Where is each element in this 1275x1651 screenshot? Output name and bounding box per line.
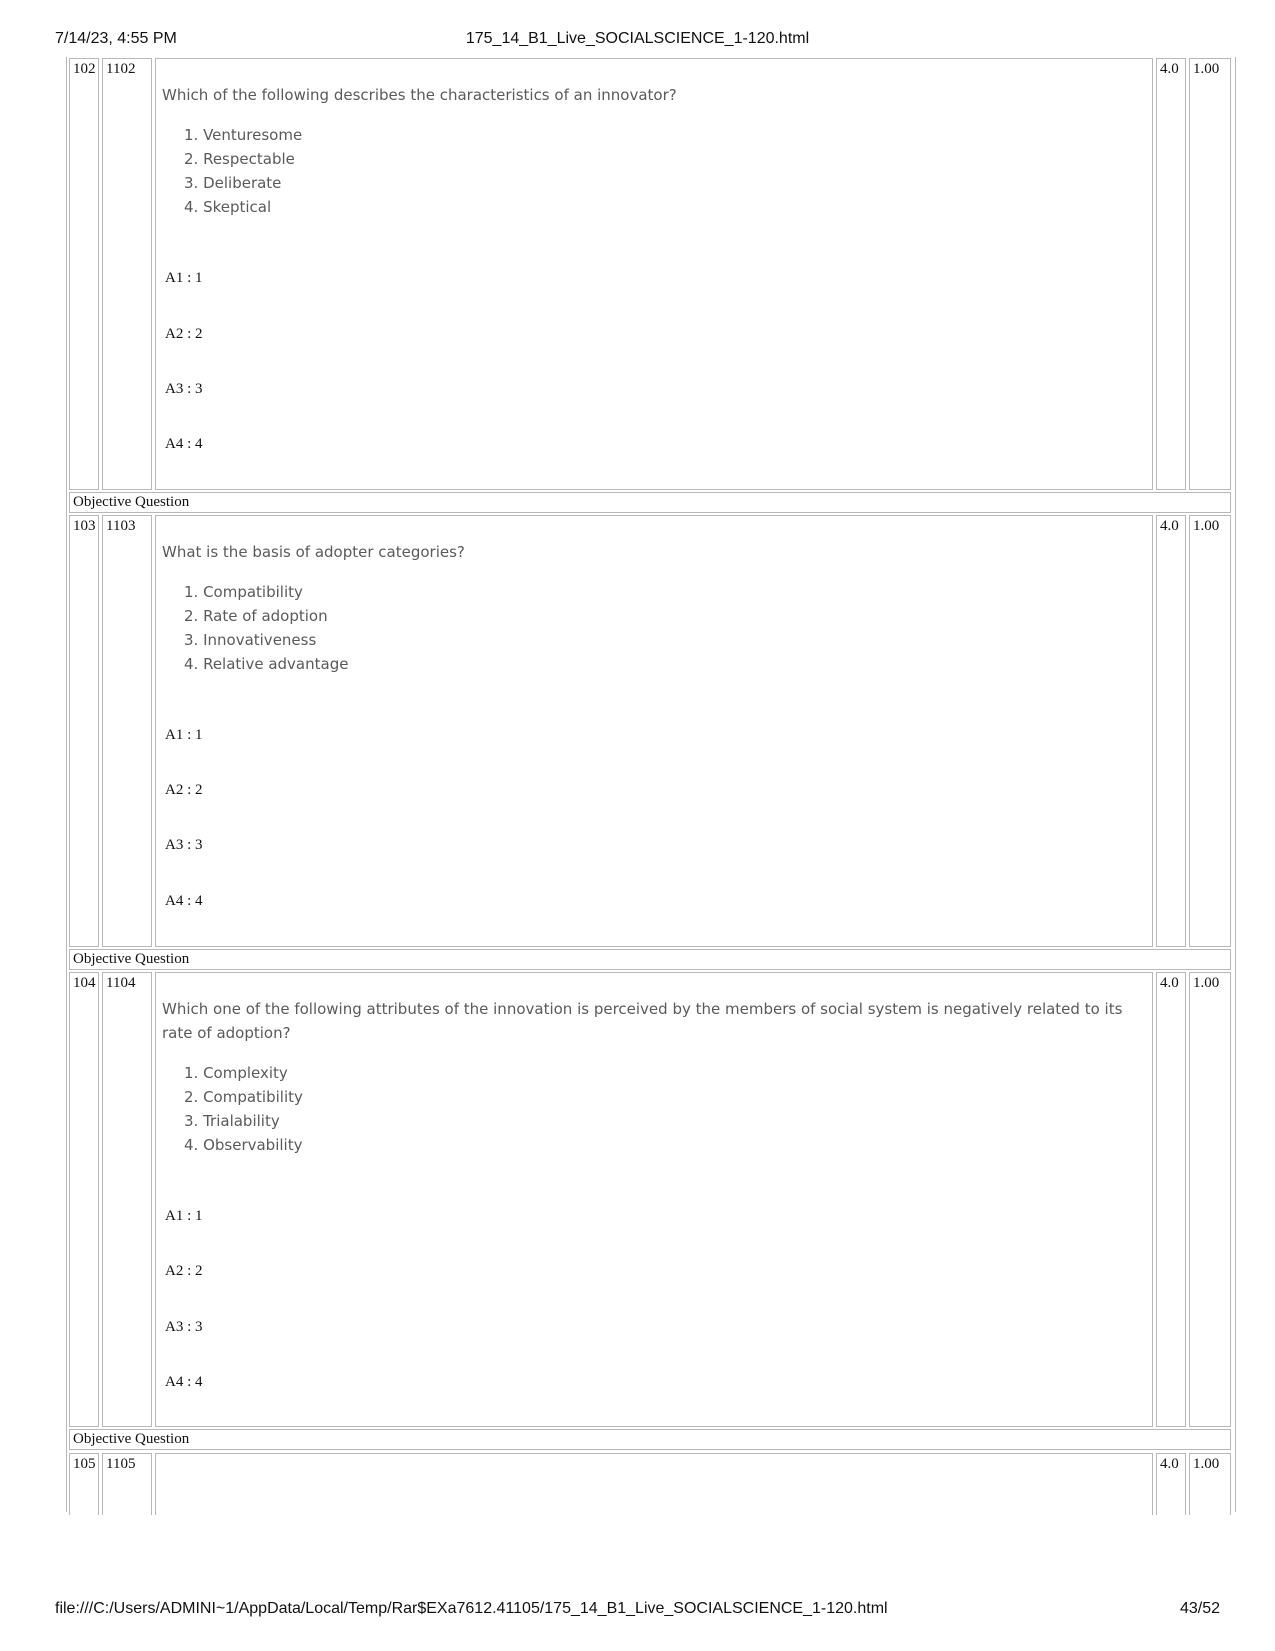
negative-marks-cell xyxy=(1189,515,1231,947)
option-item: 4. Relative advantage xyxy=(184,655,349,673)
file-url: file:///C:/Users/ADMINI~1/AppData/Local/Temp/Rar$EXa7612.41105/175_14_B1_Live_SOCIALSCIENCE_1-120.html xyxy=(55,1600,888,1617)
answer-a2: A2 : 2 xyxy=(165,1263,203,1279)
marks-value: 4.0 xyxy=(1160,61,1179,77)
answer-a1: A1 : 1 xyxy=(165,270,203,286)
answer-a3: A3 : 3 xyxy=(165,1319,203,1335)
page-number: 43/52 xyxy=(1179,1600,1220,1617)
marks-cell xyxy=(1156,515,1186,947)
question-body-cell xyxy=(155,972,1153,1427)
option-item: 3. Deliberate xyxy=(184,174,282,192)
question-id-cell xyxy=(102,515,152,947)
marks-cell xyxy=(1156,58,1186,490)
serial-number: 105 xyxy=(73,1456,96,1472)
question-text: What is the basis of adopter categories? xyxy=(162,543,465,561)
question-text: Which one of the following attributes of the innovation is perceived by the members of social system is negatively related to its rate of adoption? xyxy=(162,1000,1123,1042)
table-border-left xyxy=(66,57,67,1512)
serial-number: 103 xyxy=(73,518,96,534)
negative-marks-cell xyxy=(1189,58,1231,490)
answer-a4: A4 : 4 xyxy=(165,893,203,909)
question-type-label: Objective Question xyxy=(73,494,190,510)
question-id-cell xyxy=(102,972,152,1427)
option-item: 4. Observability xyxy=(184,1136,303,1154)
serial-number-cell xyxy=(69,515,99,947)
marks-cell xyxy=(1156,972,1186,1427)
question-text: Which of the following describes the characteristics of an innovator? xyxy=(162,86,677,104)
option-list xyxy=(184,580,348,676)
option-list xyxy=(184,1061,303,1157)
answer-a3: A3 : 3 xyxy=(165,837,203,853)
question-type-label: Objective Question xyxy=(73,1431,190,1447)
marks-value: 4.0 xyxy=(1160,518,1179,534)
answer-a1: A1 : 1 xyxy=(165,727,203,743)
print-datetime: 7/14/23, 4:55 PM xyxy=(55,30,177,47)
option-item: 3. Trialability xyxy=(184,1112,280,1130)
question-body-cell xyxy=(155,58,1153,490)
answer-a1: A1 : 1 xyxy=(165,1208,203,1224)
document-title: 175_14_B1_Live_SOCIALSCIENCE_1-120.html xyxy=(465,30,810,47)
question-body-cell xyxy=(155,515,1153,947)
answer-a4: A4 : 4 xyxy=(165,1374,203,1390)
serial-number-cell xyxy=(69,58,99,490)
negative-marks-value: 1.00 xyxy=(1193,518,1220,534)
option-item: 3. Innovativeness xyxy=(184,631,317,649)
question-id-cell xyxy=(102,1453,152,1515)
option-item: 1. Venturesome xyxy=(184,126,303,144)
question-type-row xyxy=(69,1429,1231,1450)
question-id: 1102 xyxy=(106,61,136,77)
negative-marks-cell xyxy=(1189,972,1231,1427)
answer-a3: A3 : 3 xyxy=(165,381,203,397)
marks-value: 4.0 xyxy=(1160,1456,1179,1472)
table-border-right xyxy=(1235,57,1236,1512)
serial-number: 102 xyxy=(73,61,96,77)
question-type-row xyxy=(69,949,1231,970)
question-type-label: Objective Question xyxy=(73,951,190,967)
answer-a2: A2 : 2 xyxy=(165,782,203,798)
option-item: 2. Respectable xyxy=(184,150,295,168)
question-id: 1103 xyxy=(106,518,136,534)
negative-marks-value: 1.00 xyxy=(1193,61,1220,77)
marks-value: 4.0 xyxy=(1160,975,1179,991)
option-list xyxy=(184,123,302,219)
question-body-cell xyxy=(155,1453,1153,1515)
option-item: 2. Rate of adoption xyxy=(184,607,328,625)
question-id: 1104 xyxy=(106,975,136,991)
answer-a4: A4 : 4 xyxy=(165,436,203,452)
negative-marks-value: 1.00 xyxy=(1193,975,1220,991)
answer-a2: A2 : 2 xyxy=(165,326,203,342)
option-item: 1. Compatibility xyxy=(184,583,303,601)
option-item: 4. Skeptical xyxy=(184,198,272,216)
negative-marks-cell xyxy=(1189,1453,1231,1515)
question-id: 1105 xyxy=(106,1456,136,1472)
serial-number-cell xyxy=(69,972,99,1427)
serial-number-cell xyxy=(69,1453,99,1515)
option-item: 1. Complexity xyxy=(184,1064,288,1082)
question-id-cell xyxy=(102,58,152,490)
serial-number: 104 xyxy=(73,975,96,991)
question-type-row xyxy=(69,492,1231,513)
option-item: 2. Compatibility xyxy=(184,1088,303,1106)
marks-cell xyxy=(1156,1453,1186,1515)
negative-marks-value: 1.00 xyxy=(1193,1456,1220,1472)
